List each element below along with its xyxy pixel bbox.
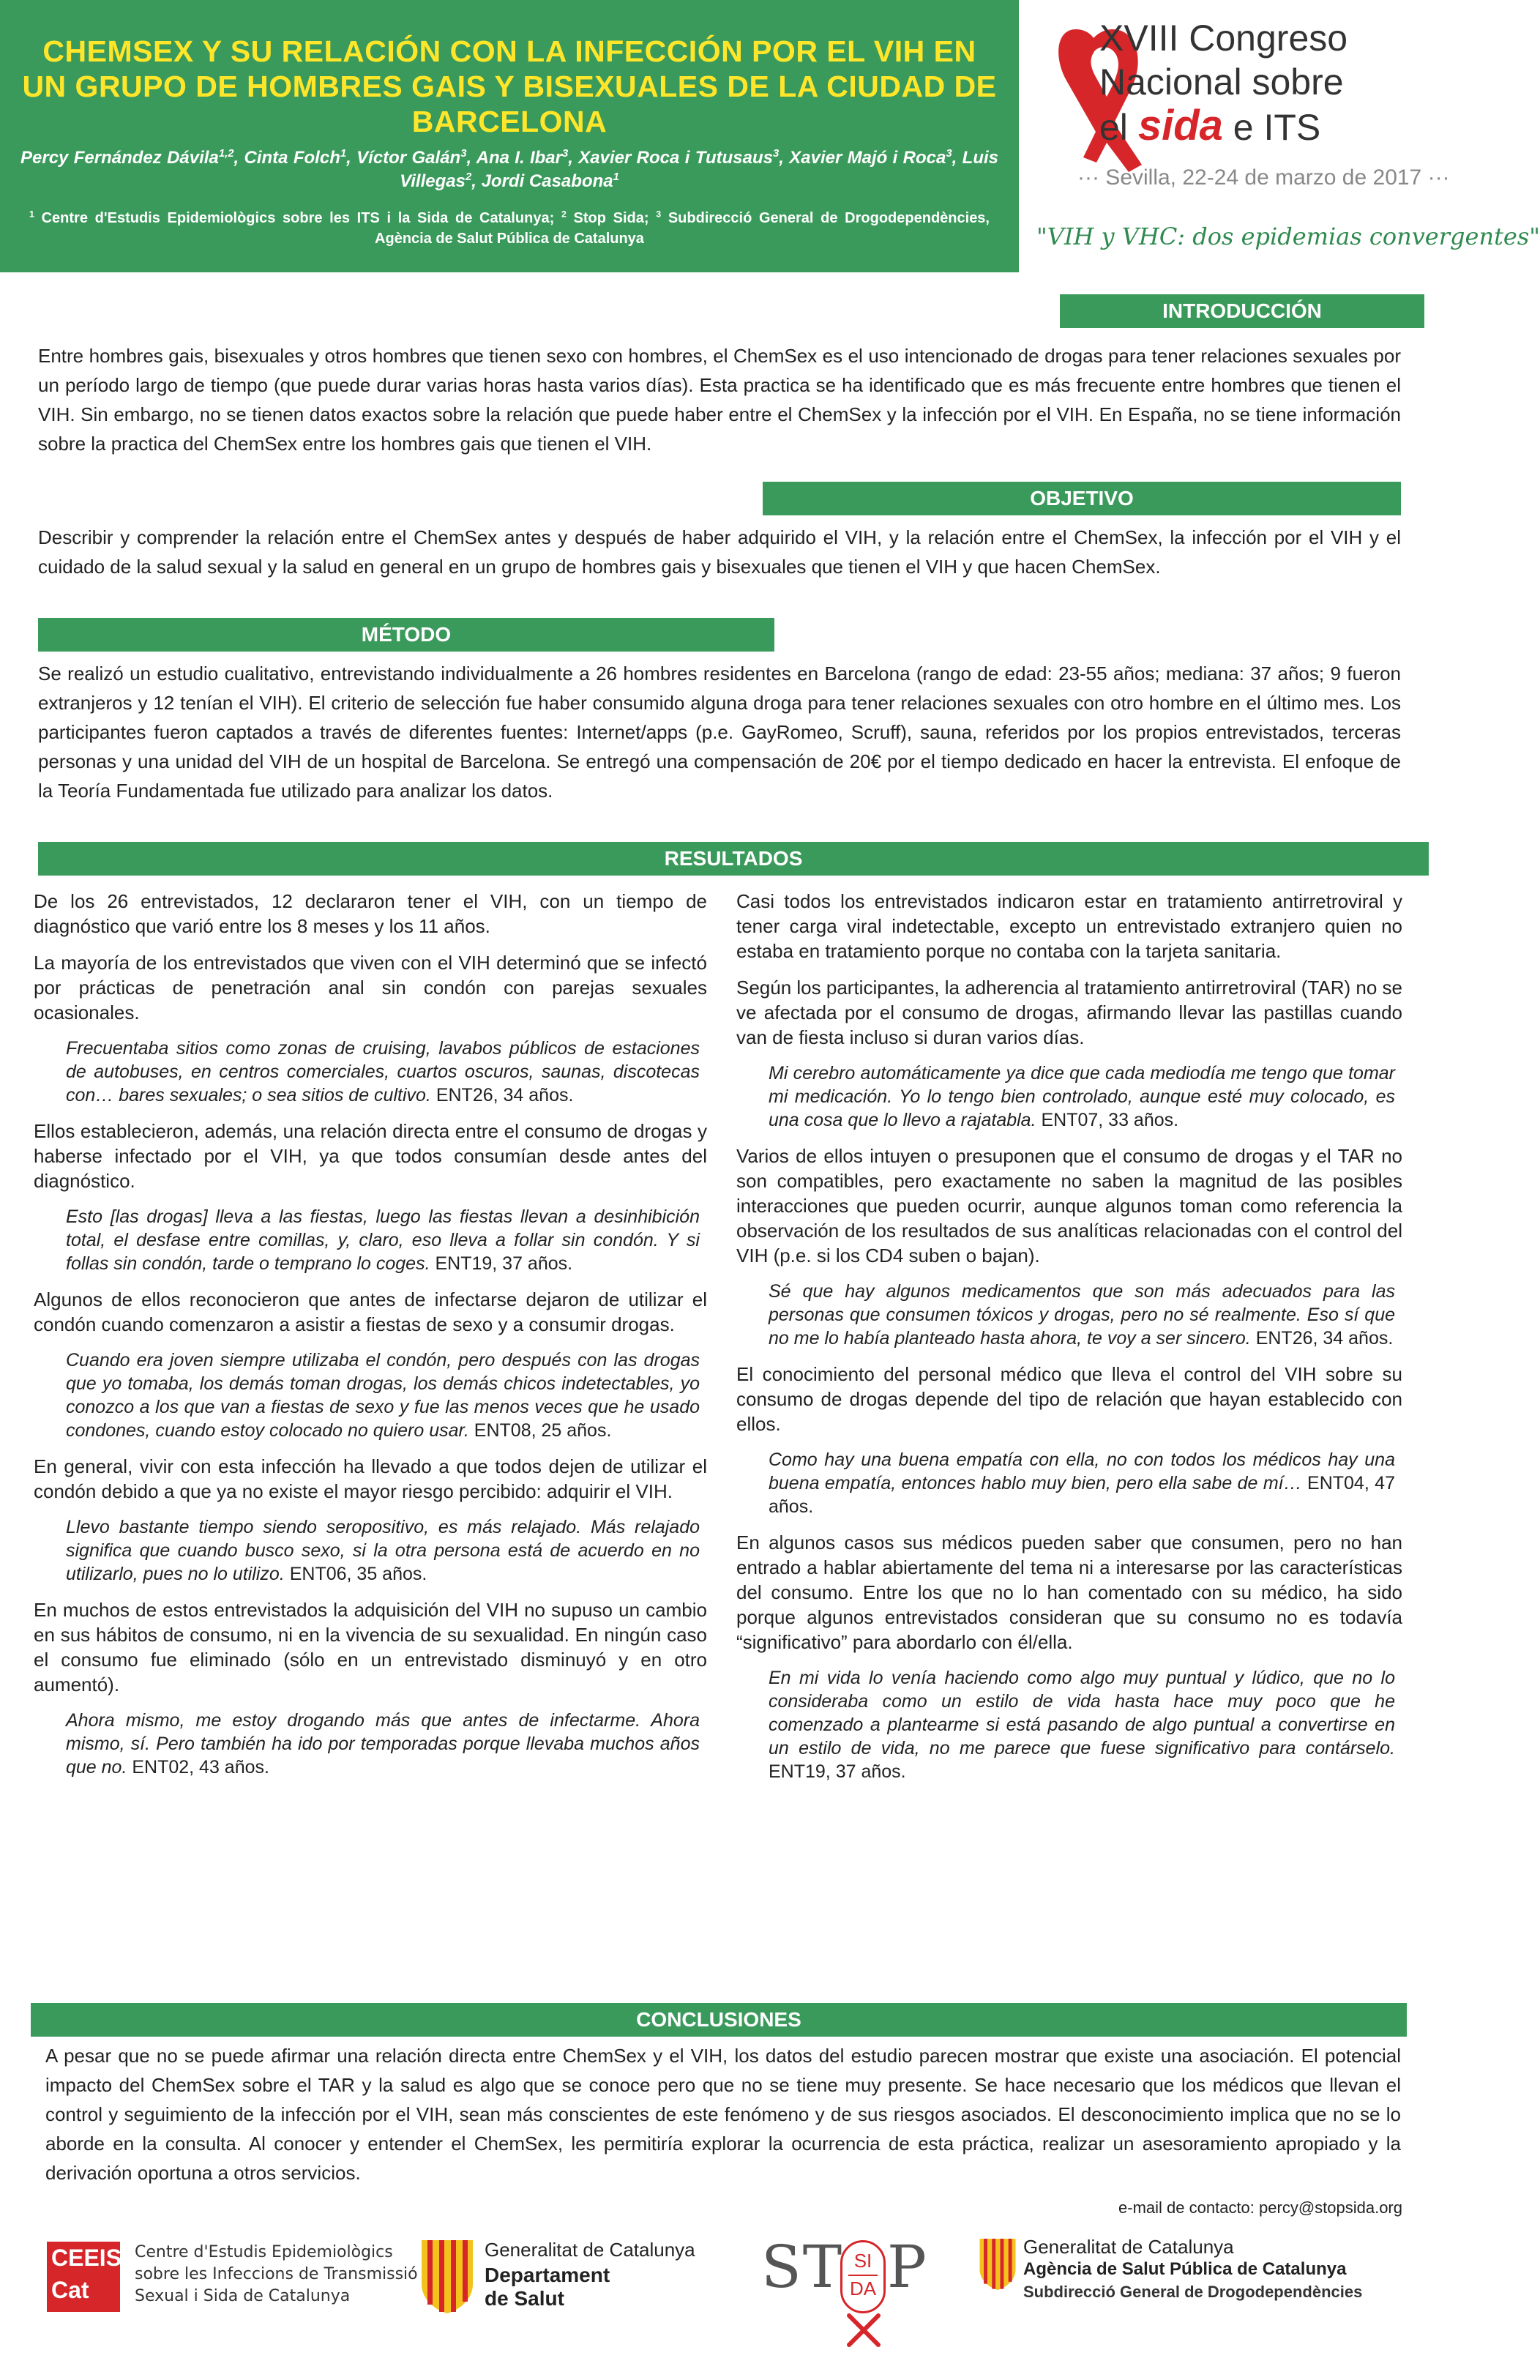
result-paragraph: En muchos de estos entrevistados la adquisición del VIH no supuso un cambio en sus hábitos de consumo, ni en la vivencia de su sexualidad. En ningún caso el consumo fue eliminado (sólo en un entrevistado disminuyó y en otro aumentó). — [34, 1599, 707, 1696]
aspc-line2: Agència de Salut Pública de Catalunya — [1023, 2259, 1347, 2279]
resultados-right-column — [736, 889, 1402, 1795]
result-quote — [769, 1062, 1395, 1132]
quote-text: Ahora mismo, me estoy drogando más que antes de infectarme. Ahora mismo, sí. Pero también ha ido por temporadas porque llevaba muchos años que no. — [66, 1710, 700, 1777]
aspc-logo — [979, 2236, 1418, 2324]
quote-text: Esto [las drogas] lleva a las fiestas, luego las fiestas llevan a desinhibición total, el desfase entre comillas, y, claro, eso lleva a follar sin condón. Y si follas sin condón, tarde o temprano lo coges. — [66, 1206, 700, 1274]
ceeiscat-mark-bottom: Cat — [51, 2277, 89, 2303]
affiliations-line — [29, 208, 990, 249]
author-affiliation-number: 1 — [613, 171, 619, 183]
section-heading-objetivo: OBJETIVO — [763, 482, 1401, 515]
stopsida-p: P — [887, 2233, 927, 2301]
quote-text: Sé que hay algunos medicamentos que son más adecuados para las personas que consumen tóxicos y drogas, pero no sé realmente. Eso sí que no me lo había planteado hasta ahora, te voy a ser sincero. — [769, 1281, 1395, 1348]
author-name: Cinta Folch — [244, 148, 340, 168]
metodo-text: Se realizó un estudio cualitativo, entrevistando individualmente a 26 hombres residentes en Barcelona (rango de edad: 23-55 años; mediana: 37 años; 9 fueron extranjeros y 12 tenían el VIH). El criterio de selección fue haber consumido alguna droga para tener relaciones sexuales con otro hombre en el último mes. Los participantes fueron captados a través de diferentes fuentes: Internet/apps (p.e. GayRomeo, Scruff), sauna, referidos por los propios entrevistados, terceras personas y una unidad del VIH de un hospital de Barcelona. Se entregó una compensación de 20€ por el tiempo dedicado en hacer la entrevista. El enfoque de la Teoría Fundamentada fue utilizado para analizar los datos. — [38, 663, 1401, 802]
objetivo-text: Describir y comprender la relación entre el ChemSex antes y después de haber adquirido el VIH, y la relación entre el ChemSex, la infección por el VIH y el cuidado de la salud sexual y la salud en general en un grupo de hombres gais y bisexuales que tienen el VIH y que hacen ChemSex. — [38, 526, 1401, 578]
result-quote — [769, 1448, 1395, 1518]
ceeiscat-line3: Sexual i Sida de Catalunya — [135, 2287, 351, 2305]
result-paragraph: Casi todos los entrevistados indicaron estar en tratamiento antirretroviral y tener carga viral indetectable, excepto un entrevistado extranjero quien no estaba en tratamiento porque no contaba con la tarjeta sanitaria. — [736, 890, 1402, 962]
congress-line2: Nacional sobre — [1099, 61, 1344, 102]
author-name: Percy Fernández Dávila — [20, 148, 219, 168]
congress-dates: ··· Sevilla, 22-24 de marzo de 2017 ··· — [1077, 165, 1450, 190]
result-quote — [66, 1709, 700, 1779]
result-paragraph: De los 26 entrevistados, 12 declararon tener el VIH, con un tiempo de diagnóstico que varió entre los 8 meses y los 11 años. — [34, 890, 707, 937]
ceeiscat-mark-top: CEEIS — [51, 2245, 122, 2271]
author-name: Jordi Casabona — [481, 171, 613, 191]
stopsida-st: ST — [761, 2233, 844, 2301]
result-quote — [769, 1280, 1395, 1350]
quote-reference: ENT04, 47 años. — [769, 1473, 1395, 1517]
result-quote — [769, 1666, 1395, 1783]
result-quote — [66, 1348, 700, 1442]
author-affiliation-number: 3 — [561, 148, 569, 160]
quote-text: Frecuentaba sitios como zonas de cruising, lavabos públicos de estaciones de autobuses, en centros comerciales, cuartos oscuros, saunas, discotecas con… bares sexuales; o sea sitios de cultivo. — [66, 1038, 700, 1105]
result-paragraph: En general, vivir con esta infección ha llevado a que todos dejen de utilizar el condón debido a que ya no existe el mayor riesgo percibido: adquirir el VIH. — [34, 1455, 707, 1502]
author-affiliation-number: 1 — [340, 148, 347, 160]
author-affiliation-number: 3 — [946, 148, 952, 160]
result-paragraph: Según los participantes, la adherencia al tratamiento antirretroviral (TAR) no se ve afectada por el consumo de drogas, afirmando llevar las pastillas cuando van de fiesta incluso si duran varios días. — [736, 977, 1402, 1048]
affiliation-text: Subdirecció General de Drogodependències, Agència de Salut Pública de Catalunya — [375, 210, 990, 247]
quote-reference: ENT19, 37 años. — [435, 1253, 573, 1274]
result-paragraph: Algunos de ellos reconocieron que antes de infectarse dejaron de utilizar el condón cuando comenzaron a asistir a fiestas de sexo y a consumir drogas. — [34, 1288, 707, 1335]
congress-slogan: "VIH y VHC: dos epidemias convergentes" — [1036, 223, 1540, 250]
affiliation-number: 2 — [561, 209, 567, 220]
catalan-flag-shield-icon — [422, 2240, 473, 2313]
congress-logo — [1026, 0, 1540, 272]
quote-reference: ENT26, 34 años. — [436, 1085, 574, 1105]
affiliation-text: Stop Sida; — [566, 210, 657, 226]
result-paragraph: El conocimiento del personal médico que lleva el control del VIH sobre su consumo de drogas depende del tipo de relación que hayan establecido con ellos. — [736, 1363, 1402, 1435]
stopsida-si: SI — [853, 2250, 872, 2272]
quote-reference: ENT02, 43 años. — [132, 1757, 269, 1777]
aspc-line1: Generalitat de Catalunya — [1023, 2236, 1234, 2258]
section-heading-conclusiones: CONCLUSIONES — [31, 2003, 1407, 2037]
congress-line1: XVIII Congreso — [1099, 18, 1348, 59]
authors-line: Percy Fernández Dávila$^{1,2}$, Cinta Folch$^1$, Víctor Galán$^3$, Ana I. Ibar$^3$, Xavier Roca i Tutusaus$^3$, Xavier Majó i Roca$^3$, Luis Villegas$^2$, Jordi Casabona$^1$ — [20, 148, 999, 191]
catalan-flag-shield-small-icon — [979, 2239, 1016, 2290]
affiliation-text: Centre d'Estudis Epidemiològics sobre les ITS i la Sida de Catalunya; — [34, 210, 561, 226]
generalitat-salut-line2: Departament — [485, 2264, 610, 2286]
section-heading-introduccion: INTRODUCCIÓN — [1060, 294, 1424, 328]
result-quote — [66, 1205, 700, 1275]
congress-el: el — [1099, 107, 1128, 148]
stopsida-o-ring — [840, 2240, 886, 2313]
quote-text: Llevo bastante tiempo siendo seropositivo, es más relajado. Más relajado significa que cuando busco sexo, si la otra persona está de acuerdo en no utilizarlo, pues no lo utilizo. — [66, 1517, 700, 1584]
author-name: Xavier Majó i Roca — [789, 148, 946, 168]
generalitat-salut-line1: Generalitat de Catalunya — [485, 2239, 695, 2261]
result-paragraph: La mayoría de los entrevistados que viven con el VIH determinó que se infectó por prácticas de penetración anal sin condón con parejas sexuales ocasionales. — [34, 952, 707, 1023]
quote-reference: ENT26, 34 años. — [1255, 1328, 1394, 1348]
resultados-left-column — [34, 889, 707, 1791]
generalitat-salut-logo — [422, 2234, 714, 2322]
ribbon-cross-icon — [842, 2312, 886, 2349]
generalitat-salut-line3: de Salut — [485, 2287, 564, 2310]
author-affiliation-number: 1,2 — [218, 148, 234, 160]
stopsida-da: DA — [848, 2275, 878, 2299]
congress-its: e ITS — [1233, 107, 1321, 148]
quote-reference: ENT06, 35 años. — [289, 1564, 427, 1584]
ceeiscat-line1: Centre d'Estudis Epidemiològics — [135, 2243, 393, 2261]
ceeiscat-mark — [47, 2242, 120, 2312]
result-paragraph: En algunos casos sus médicos pueden saber que consumen, pero no han entrado a hablar abiertamente del tema ni a interesarse por las características del consumo. Entre los que no lo han comentado con su médico, ha sido porque algunos entrevistados consideran que su consumo no es todavía “significativo” para abordarlo con él/ella. — [736, 1532, 1402, 1653]
quote-text: Mi cerebro automáticamente ya dice que cada mediodía me tengo que tomar mi medicación. Yo lo tengo bien controlado, aunque esté muy colocado, es una cosa que lo llevo a rajatabla. — [769, 1063, 1395, 1130]
quote-reference: ENT19, 37 años. — [769, 1761, 906, 1782]
result-quote — [66, 1037, 700, 1107]
affiliation-number: 1 — [29, 209, 34, 220]
author-name: Xavier Roca i Tutusaus — [578, 148, 773, 168]
contact-email: e-mail de contacto: percy@stopsida.org — [1118, 2198, 1402, 2217]
author-affiliation-number: 2 — [465, 171, 472, 183]
affiliation-number: 3 — [656, 209, 662, 220]
stopsida-logo — [761, 2218, 930, 2350]
quote-reference: ENT08, 25 años. — [474, 1420, 612, 1441]
author-name: Víctor Galán — [356, 148, 461, 168]
ceeiscat-logo — [47, 2231, 418, 2327]
conclusiones-text: A pesar que no se puede afirmar una relación directa entre ChemSex y el VIH, los datos del estudio parecen mostrar que existe una asociación. El potencial impacto del ChemSex sobre el TAR y la salud es algo que se conoce pero que no se tiene muy presente. Se hace necesario que los médicos que llevan el control y seguimiento de la infección por el VIH, sean más conscientes de este fenómeno y de sus riesgos asociados. El desconocimiento implica que no se lo aborde en la consulta. Al conocer y entender el ChemSex, les permitiría explorar la ocurrencia de esta práctica, realizar un asesoramiento apropiado y la derivación oportuna a otros servicios. — [45, 2045, 1401, 2184]
section-heading-resultados: RESULTADOS — [38, 842, 1429, 876]
congress-line3 — [1099, 102, 1321, 149]
result-paragraph: Ellos establecieron, además, una relación directa entre el consumo de drogas y haberse infectado por el VIH, ya que todos consumían desde antes del diagnóstico. — [34, 1120, 707, 1192]
aspc-line3: Subdirecció General de Drogodependències — [1023, 2283, 1363, 2301]
congress-sida: sida — [1137, 102, 1223, 149]
header-banner — [0, 0, 1019, 272]
ceeiscat-line2: sobre les Infeccions de Transmissió — [135, 2265, 418, 2283]
quote-text: Cuando era joven siempre utilizaba el condón, pero después con las drogas que yo tomaba, los demás toman drogas, los demás chicos indetectables, yo conozco a los que van a fiestas de sexo y fue las menos veces que he usado condones, cuando estoy colocado no quiero usar. — [66, 1350, 700, 1441]
section-heading-metodo: MÉTODO — [38, 618, 774, 652]
quote-reference: ENT07, 33 años. — [1041, 1110, 1179, 1130]
result-paragraph: Varios de ellos intuyen o presuponen que el consumo de drogas y el TAR no son compatibles, pero exactamente no saben la magnitud de las posibles interacciones que pueden ocurrir, aunque algunos toman como referencia la observación de los resultados de sus analíticas relacionadas con el control del VIH (p.e. si los CD4 suben o bajan). — [736, 1145, 1402, 1267]
author-name: Ana I. Ibar — [476, 148, 562, 168]
poster-title: CHEMSEX Y SU RELACIÓN CON LA INFECCIÓN POR EL VIH EN UN GRUPO DE HOMBRES GAIS Y BISEXUALES DE LA CIUDAD DE BARCELONA — [22, 34, 997, 138]
introduccion-text: Entre hombres gais, bisexuales y otros hombres que tienen sexo con hombres, el ChemSex es el uso intencionado de drogas para tener relaciones sexuales por un período largo de tiempo (que puede durar varias horas hasta varios días). Esta practica se ha identificado que es más frecuente entre hombres que tienen el VIH. Sin embargo, no se tienen datos exactos sobre la relación que puede haber entre el ChemSex y la infección por el VIH. En España, no se tiene información sobre la practica del ChemSex entre los hombres gais que tienen el VIH. — [38, 345, 1401, 455]
author-name: Luis Villegas — [400, 148, 999, 191]
author-affiliation-number: 3 — [772, 148, 780, 160]
result-quote — [66, 1515, 700, 1586]
quote-text: Como hay una buena empatía con ella, no con todos los médicos hay una buena empatía, entonces hablo muy bien, pero ella sabe de mí… — [769, 1450, 1395, 1493]
quote-text: En mi vida lo venía haciendo como algo muy puntual y lúdico, que no lo consideraba como un estilo de vida hasta hace muy poco que he comenzado a plantearme si está pasando de algo puntual a convertirse en un estilo de vida, no me parece que fuese significativo para contárselo. — [769, 1668, 1395, 1758]
author-affiliation-number: 3 — [460, 148, 467, 160]
